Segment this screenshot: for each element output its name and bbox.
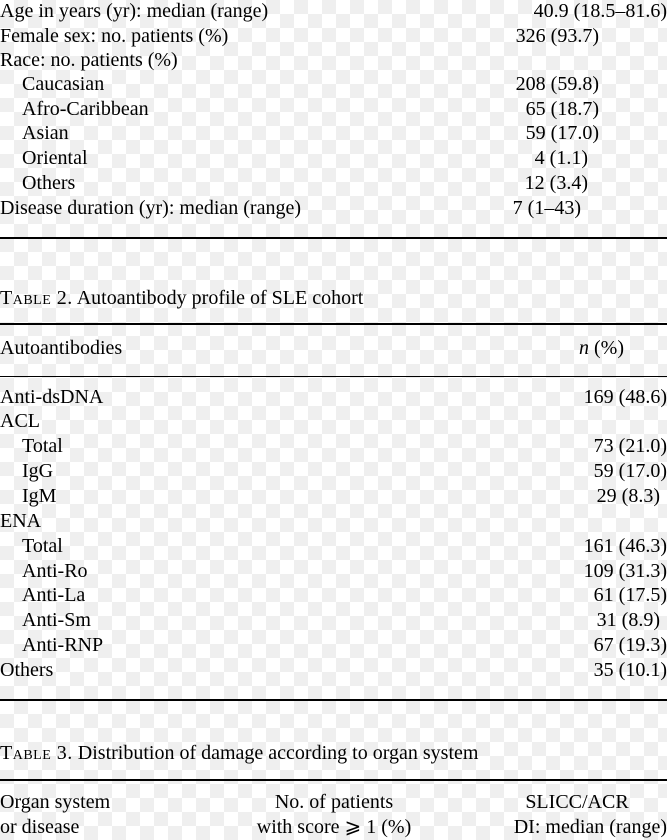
table-number: Table 2.: [0, 287, 73, 309]
column-header-slicc-line2: DI: median (range): [513, 816, 667, 838]
row-label: Disease duration (yr): median (range): [0, 197, 301, 219]
caption-text: Distribution of damage according to organ system: [77, 742, 479, 764]
table-row: [0, 0, 667, 23]
row-value: 161 (46.3): [583, 535, 667, 557]
row-label: Anti-Ro: [22, 560, 88, 582]
table-number: Table 3.: [0, 742, 73, 764]
row-value: 73 (21.0): [593, 435, 667, 457]
table-row: [0, 484, 667, 508]
row-value: 109 (31.3): [583, 560, 667, 582]
row-value: 61 (17.5): [593, 584, 667, 606]
row-value: 7 (1–43): [512, 197, 581, 219]
table-row: [0, 534, 667, 558]
row-label: Asian: [22, 122, 69, 144]
table2-bottom-rule: [0, 699, 667, 701]
row-label: Oriental: [22, 147, 88, 169]
row-value: 4 (1.1): [534, 147, 588, 169]
row-value: 67 (19.3): [593, 634, 667, 656]
row-label: Afro-Caribbean: [22, 98, 149, 120]
table-row: [0, 583, 667, 607]
column-header-n: [579, 336, 624, 360]
table-row: [0, 658, 667, 682]
column-header: Autoantibodies: [0, 337, 123, 359]
column-header-organ-system-line2: or disease: [0, 816, 80, 838]
table-row: [0, 559, 667, 583]
row-label: IgM: [22, 485, 57, 507]
table-row: [0, 146, 667, 170]
table-row: [0, 72, 667, 96]
row-label: Race: no. patients (%): [0, 49, 178, 71]
row-value: 169 (48.6): [583, 386, 667, 408]
row-label: Others: [0, 659, 54, 681]
row-value: 208 (59.8): [515, 73, 599, 95]
row-value: 326 (93.7): [515, 25, 599, 47]
table-row: [0, 608, 667, 632]
table-row: [0, 409, 667, 433]
row-label: Anti-dsDNA: [0, 386, 104, 408]
row-value: 31 (8.9): [596, 609, 660, 631]
row-value: 59 (17.0): [525, 122, 599, 144]
table3-caption: [0, 741, 478, 765]
row-value: 35 (10.1): [593, 659, 667, 681]
row-label: Age in years (yr): median (range): [0, 0, 269, 22]
row-label: ENA: [0, 510, 42, 532]
row-value: 59 (17.0): [593, 460, 667, 482]
n-symbol: n: [579, 337, 590, 359]
row-label: Total: [22, 435, 63, 457]
table-row: [0, 171, 667, 195]
caption-text: Autoantibody profile of SLE cohort: [76, 287, 364, 309]
table2-header-rule: [0, 376, 667, 377]
table2-caption: [0, 286, 363, 310]
row-value: 29 (8.3): [596, 485, 660, 507]
table-row: [0, 24, 667, 48]
table-row: [0, 385, 667, 409]
table-row: [0, 196, 667, 220]
row-label: Anti-Sm: [22, 609, 91, 631]
column-header-patients: No. of patients: [274, 791, 394, 813]
table3-top-rule: [0, 779, 667, 781]
row-label: ACL: [0, 410, 40, 432]
table-row: [0, 633, 667, 657]
row-label: Caucasian: [22, 73, 105, 95]
table-row: [0, 97, 667, 121]
row-value: 40.9 (18.5–81.6): [533, 0, 667, 22]
column-header-patients-line2: with score ⩾ 1 (%): [256, 816, 412, 838]
row-value: 65 (18.7): [525, 98, 599, 120]
table-row: [0, 48, 667, 72]
row-label: Total: [22, 535, 63, 557]
column-header-slicc: SLICC/ACR: [525, 791, 629, 813]
table-row: [0, 434, 667, 458]
row-label: Others: [22, 172, 76, 194]
row-value: 12 (3.4): [524, 172, 588, 194]
table1-bottom-rule: [0, 237, 667, 239]
column-header-organ-system: Organ system: [0, 791, 111, 813]
table2-top-rule: [0, 323, 667, 325]
row-label: IgG: [22, 460, 54, 482]
row-label: Female sex: no. patients (%): [0, 25, 229, 47]
row-label: Anti-RNP: [22, 634, 104, 656]
table-row: [0, 459, 667, 483]
row-label: Anti-La: [22, 584, 86, 606]
table-row: [0, 509, 667, 533]
percent-label: (%): [594, 337, 624, 359]
table-row: [0, 121, 667, 145]
